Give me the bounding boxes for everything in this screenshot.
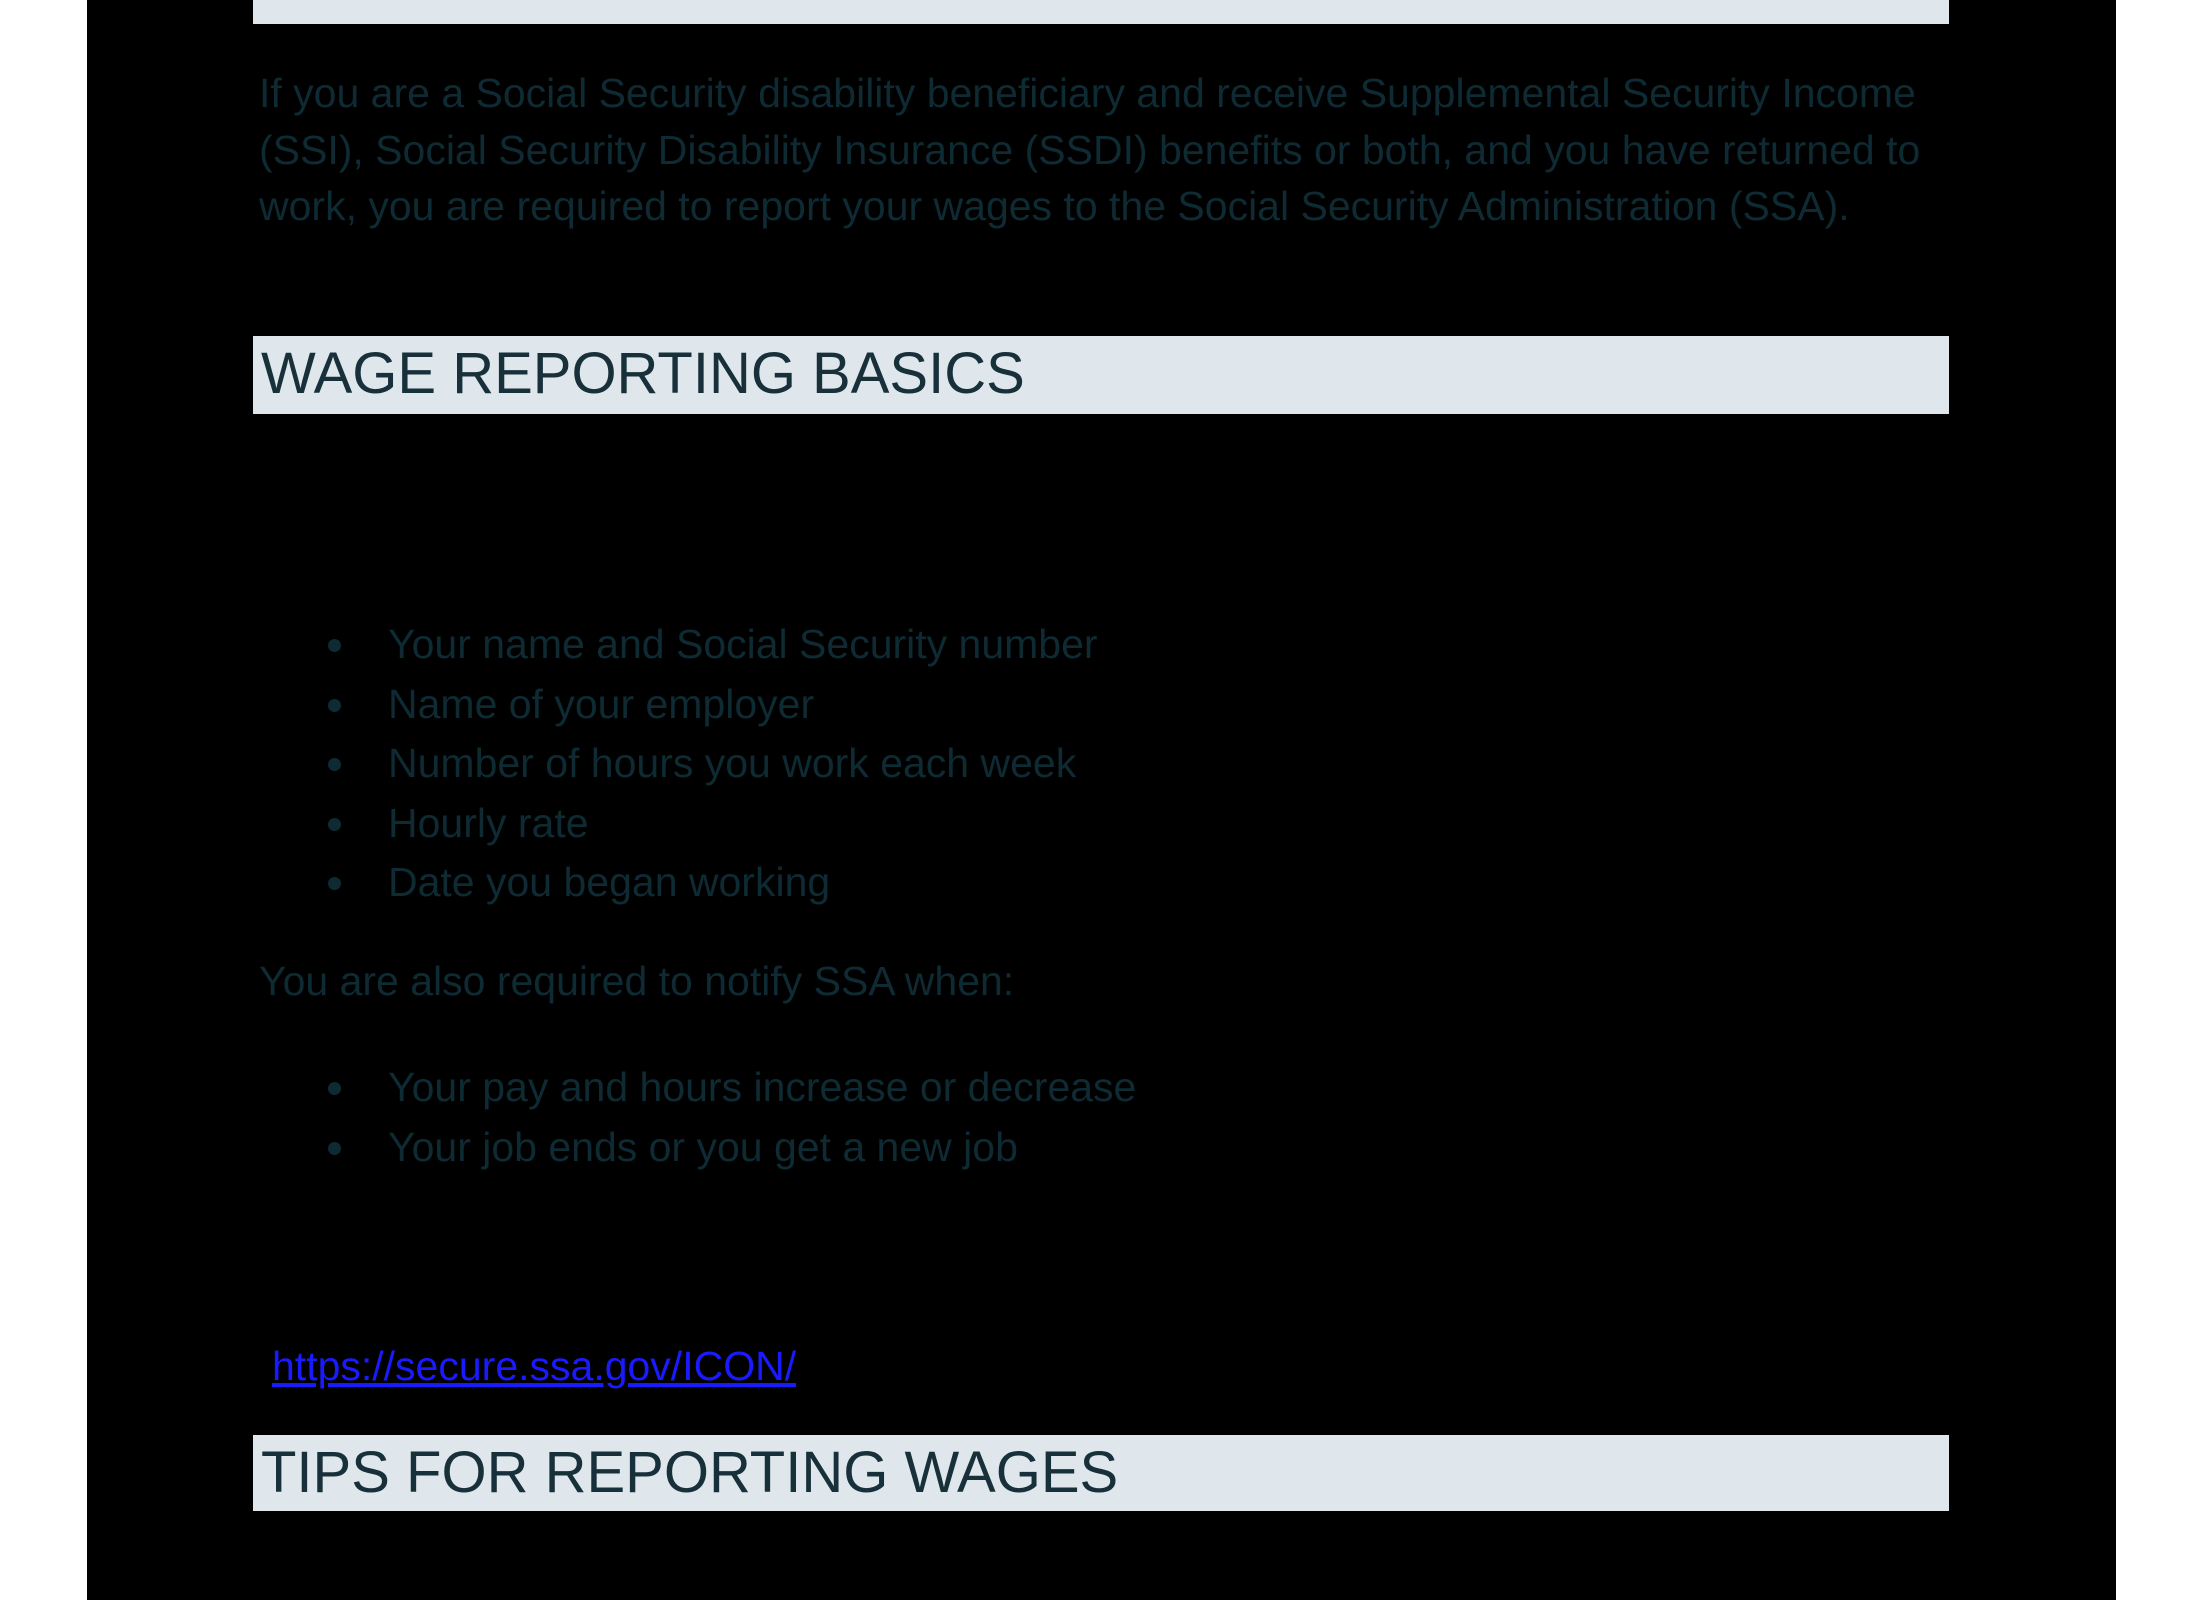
section-heading-text: WAGE REPORTING BASICS — [261, 341, 1025, 406]
ssa-icon-link[interactable]: https://secure.ssa.gov/ICON/ — [272, 1343, 797, 1389]
bullet-icon — [328, 877, 341, 890]
list-item — [87, 734, 1287, 794]
list-item — [87, 794, 1287, 854]
required-info-list — [87, 615, 1287, 913]
bullet-icon — [328, 699, 341, 712]
notify-list — [87, 1058, 1287, 1177]
bullet-icon — [328, 1142, 341, 1155]
list-item-text: Number of hours you work each week — [388, 740, 1077, 786]
bullet-icon — [328, 818, 341, 831]
list-item-text: Hourly rate — [388, 799, 589, 846]
intro-paragraph: If you are a Social Security disability beneficiary and receive Supplemental Security Income (SSI), Social Security Disability Insurance (SSDI) benefits or both, and you have returned to work, you are required to report your wages to the Social Security Administration (SSA). — [259, 70, 1921, 229]
list-item — [87, 675, 1287, 735]
previous-heading-band — [253, 0, 1949, 24]
section-heading-wage-reporting-basics — [253, 336, 1949, 414]
list-item — [87, 853, 1287, 913]
bullet-icon — [328, 1082, 341, 1095]
list-item — [87, 1058, 1287, 1118]
section-heading-text: TIPS FOR REPORTING WAGES — [261, 1440, 1119, 1505]
list-item-text: Your job ends or you get a new job — [388, 1123, 1018, 1170]
document-page — [87, 0, 2116, 1600]
list-item — [87, 1118, 1287, 1178]
notify-intro: You are also required to notify SSA when: — [259, 958, 1015, 1004]
list-item — [87, 615, 1287, 675]
bullet-icon — [328, 758, 341, 771]
section-heading-tips-for-reporting-wages — [253, 1435, 1949, 1511]
bullet-icon — [328, 639, 341, 652]
list-item-text: Date you began working — [388, 859, 831, 905]
list-item-text: Your name and Social Security number — [388, 621, 1098, 667]
list-item-text: Your pay and hours increase or decrease — [388, 1064, 1137, 1110]
list-item-text: Name of your employer — [388, 680, 815, 727]
